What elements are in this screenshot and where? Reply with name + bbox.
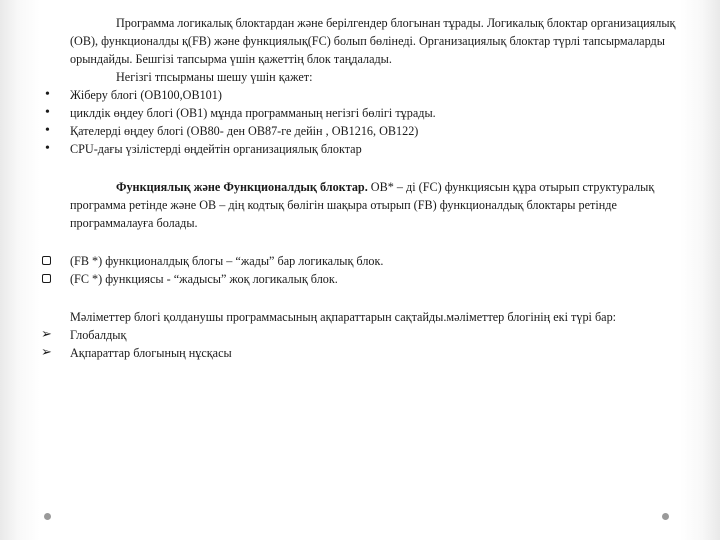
intro-paragraph: Программа логикалық блоктардан және берілгендер блогынан тұрады. Логикалық блоктар организациялық (OB), функционалды қ(FB) және функциялық(FC) болып бөлінеді. Организациялық блоктар түрлі тапсырмаларды орындайды. Бешгізі тапсырма үшін қажеттің блок таңдалады.	[70, 16, 676, 66]
bullet-dot-icon: •	[45, 141, 50, 156]
bullet-dot-icon: •	[45, 105, 50, 120]
dot-bullet-text: Қателерді өңдеу блогі (OB80- ден OB87-ге дейін , OB1216, OB122)	[70, 124, 419, 138]
dot-bullet-item	[40, 122, 688, 140]
function-blocks-heading: Функциялық және Функционалдық блоктар.	[116, 180, 368, 194]
arrow-bullet-text: Ақпараттар блогының нұсқасы	[70, 346, 232, 360]
arrow-bullet-icon: ➢	[41, 345, 52, 360]
function-blocks-text: OB* – ді (FC) функциясын құра отырып структуралық программа ретінде және OB – дің кодтық бөлігін шақыра отырып (FB) функционалдық блоктары ретінде программалауға болады.	[70, 180, 655, 230]
bullet-dot-icon: •	[45, 87, 50, 102]
corner-dot-left	[44, 513, 51, 520]
arrow-bullet-text: Глобалдық	[70, 328, 127, 342]
data-blocks-paragraph: Мәліметтер блогі қолданушы программасының ақпараттарын сақтайды.мәліметтер блогінің екі түрі бар:	[70, 310, 617, 324]
subheading: Негізгі тпсырманы шешу үшін қажет:	[116, 70, 313, 84]
arrow-bullet-item	[40, 344, 688, 362]
dot-bullet-text: Жіберу блогі (OB100,OB101)	[70, 88, 222, 102]
corner-dot-right	[662, 513, 669, 520]
dot-bullet-text: циклдік өңдеу блогі (OB1) мұнда программаның негізгі бөлігі тұрады.	[70, 106, 436, 120]
bullet-dot-icon: •	[45, 123, 50, 138]
box-bullet-item	[40, 252, 688, 270]
function-blocks-paragraph	[40, 178, 688, 232]
slide-content	[40, 14, 688, 362]
dot-bullet-item	[40, 104, 688, 122]
box-bullet-text: (FB *) функционалдық блогы – “жады” бар логикалық блок.	[70, 254, 384, 268]
arrow-bullet-item	[40, 326, 688, 344]
dot-bullet-text: CPU-дағы үзілістерді өңдейтін организациялық блоктар	[70, 142, 362, 156]
box-bullet-text: (FC *) функциясы - “жадысы” жоқ логикалық блок.	[70, 272, 338, 286]
checkbox-bullet-icon	[42, 274, 51, 283]
dot-bullet-item	[40, 86, 688, 104]
dot-bullet-item	[40, 140, 688, 158]
arrow-bullet-icon: ➢	[41, 327, 52, 342]
box-bullet-item	[40, 270, 688, 288]
checkbox-bullet-icon	[42, 256, 51, 265]
